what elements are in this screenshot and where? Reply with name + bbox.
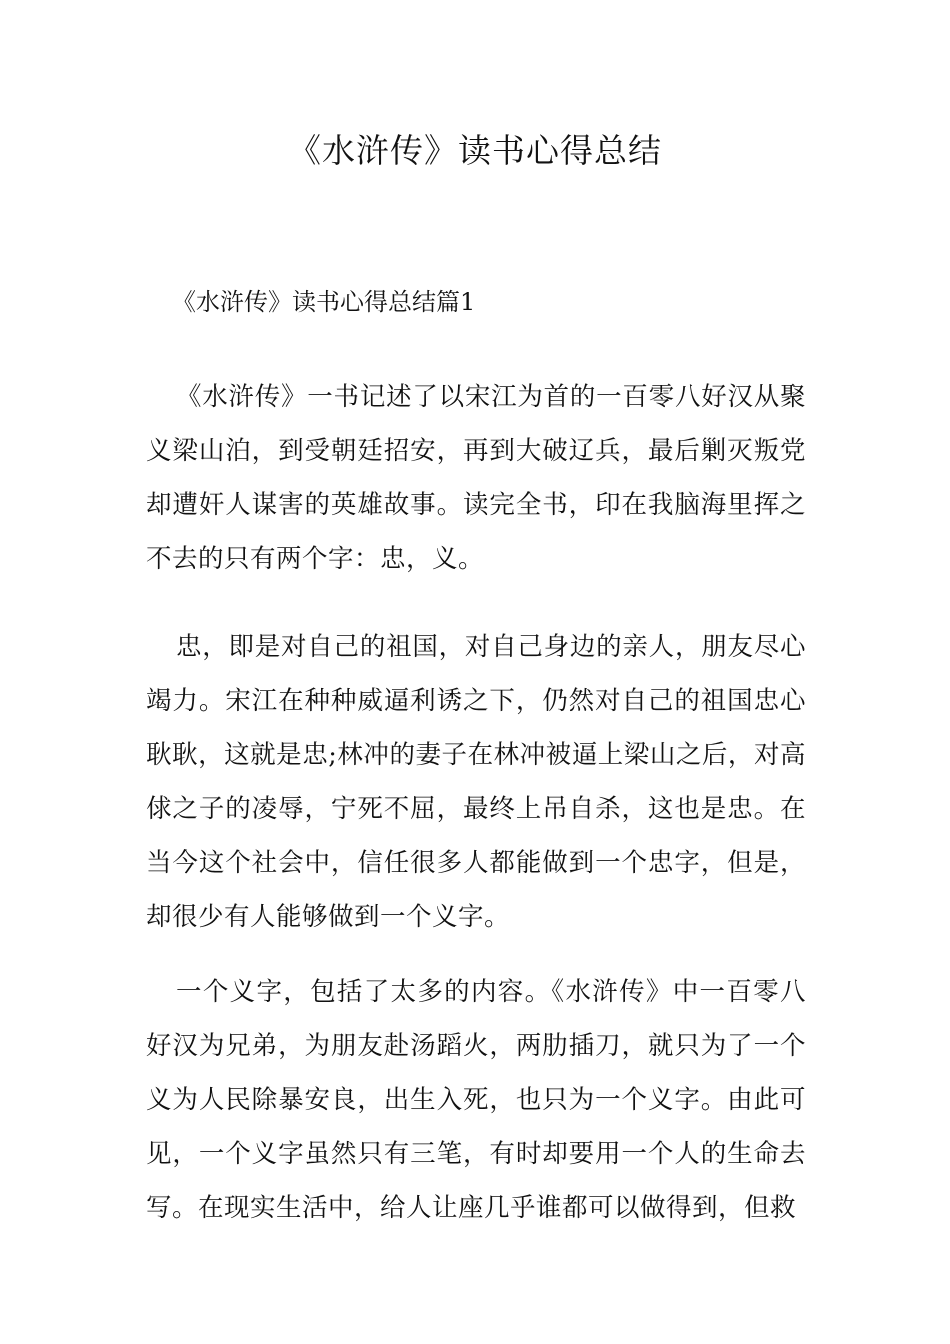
paragraph: 忠，即是对自己的祖国，对自己身边的亲人，朋友尽心竭力。宋江在种种威逼利诱之下，仍然对自己的祖国忠心耿耿，这就是忠;林冲的妻子在林冲被逼上梁山之后，对高俅之子的凌辱，宁死不屈，最终上吊自杀，这也是忠。在当今这个社会中，信任很多人都能做到一个忠字，但是，却很少有人能够做到一个义字。: [146, 632, 806, 932]
paragraph: 《水浒传》一书记述了以宋江为首的一百零八好汉从聚义梁山泊，到受朝廷招安，再到大破辽兵，最后剿灭叛党却遭奸人谋害的英雄故事。读完全书，印在我脑海里挥之不去的只有两个字：忠，义。: [146, 382, 806, 574]
paragraph: 一个义字，包括了太多的内容。《水浒传》中一百零八好汉为兄弟，为朋友赴汤蹈火，两肋插刀，就只为了一个义为人民除暴安良，出生入死，也只为一个义字。由此可见，一个义字虽然只有三笔，有时却要用一个人的生命去写。在现实生活中，给人让座几乎谁都可以做得到，但救: [146, 977, 806, 1223]
document-title: 《水浒传》读书心得总结: [288, 131, 662, 170]
section-heading: 《水浒传》读书心得总结篇1: [172, 288, 476, 316]
